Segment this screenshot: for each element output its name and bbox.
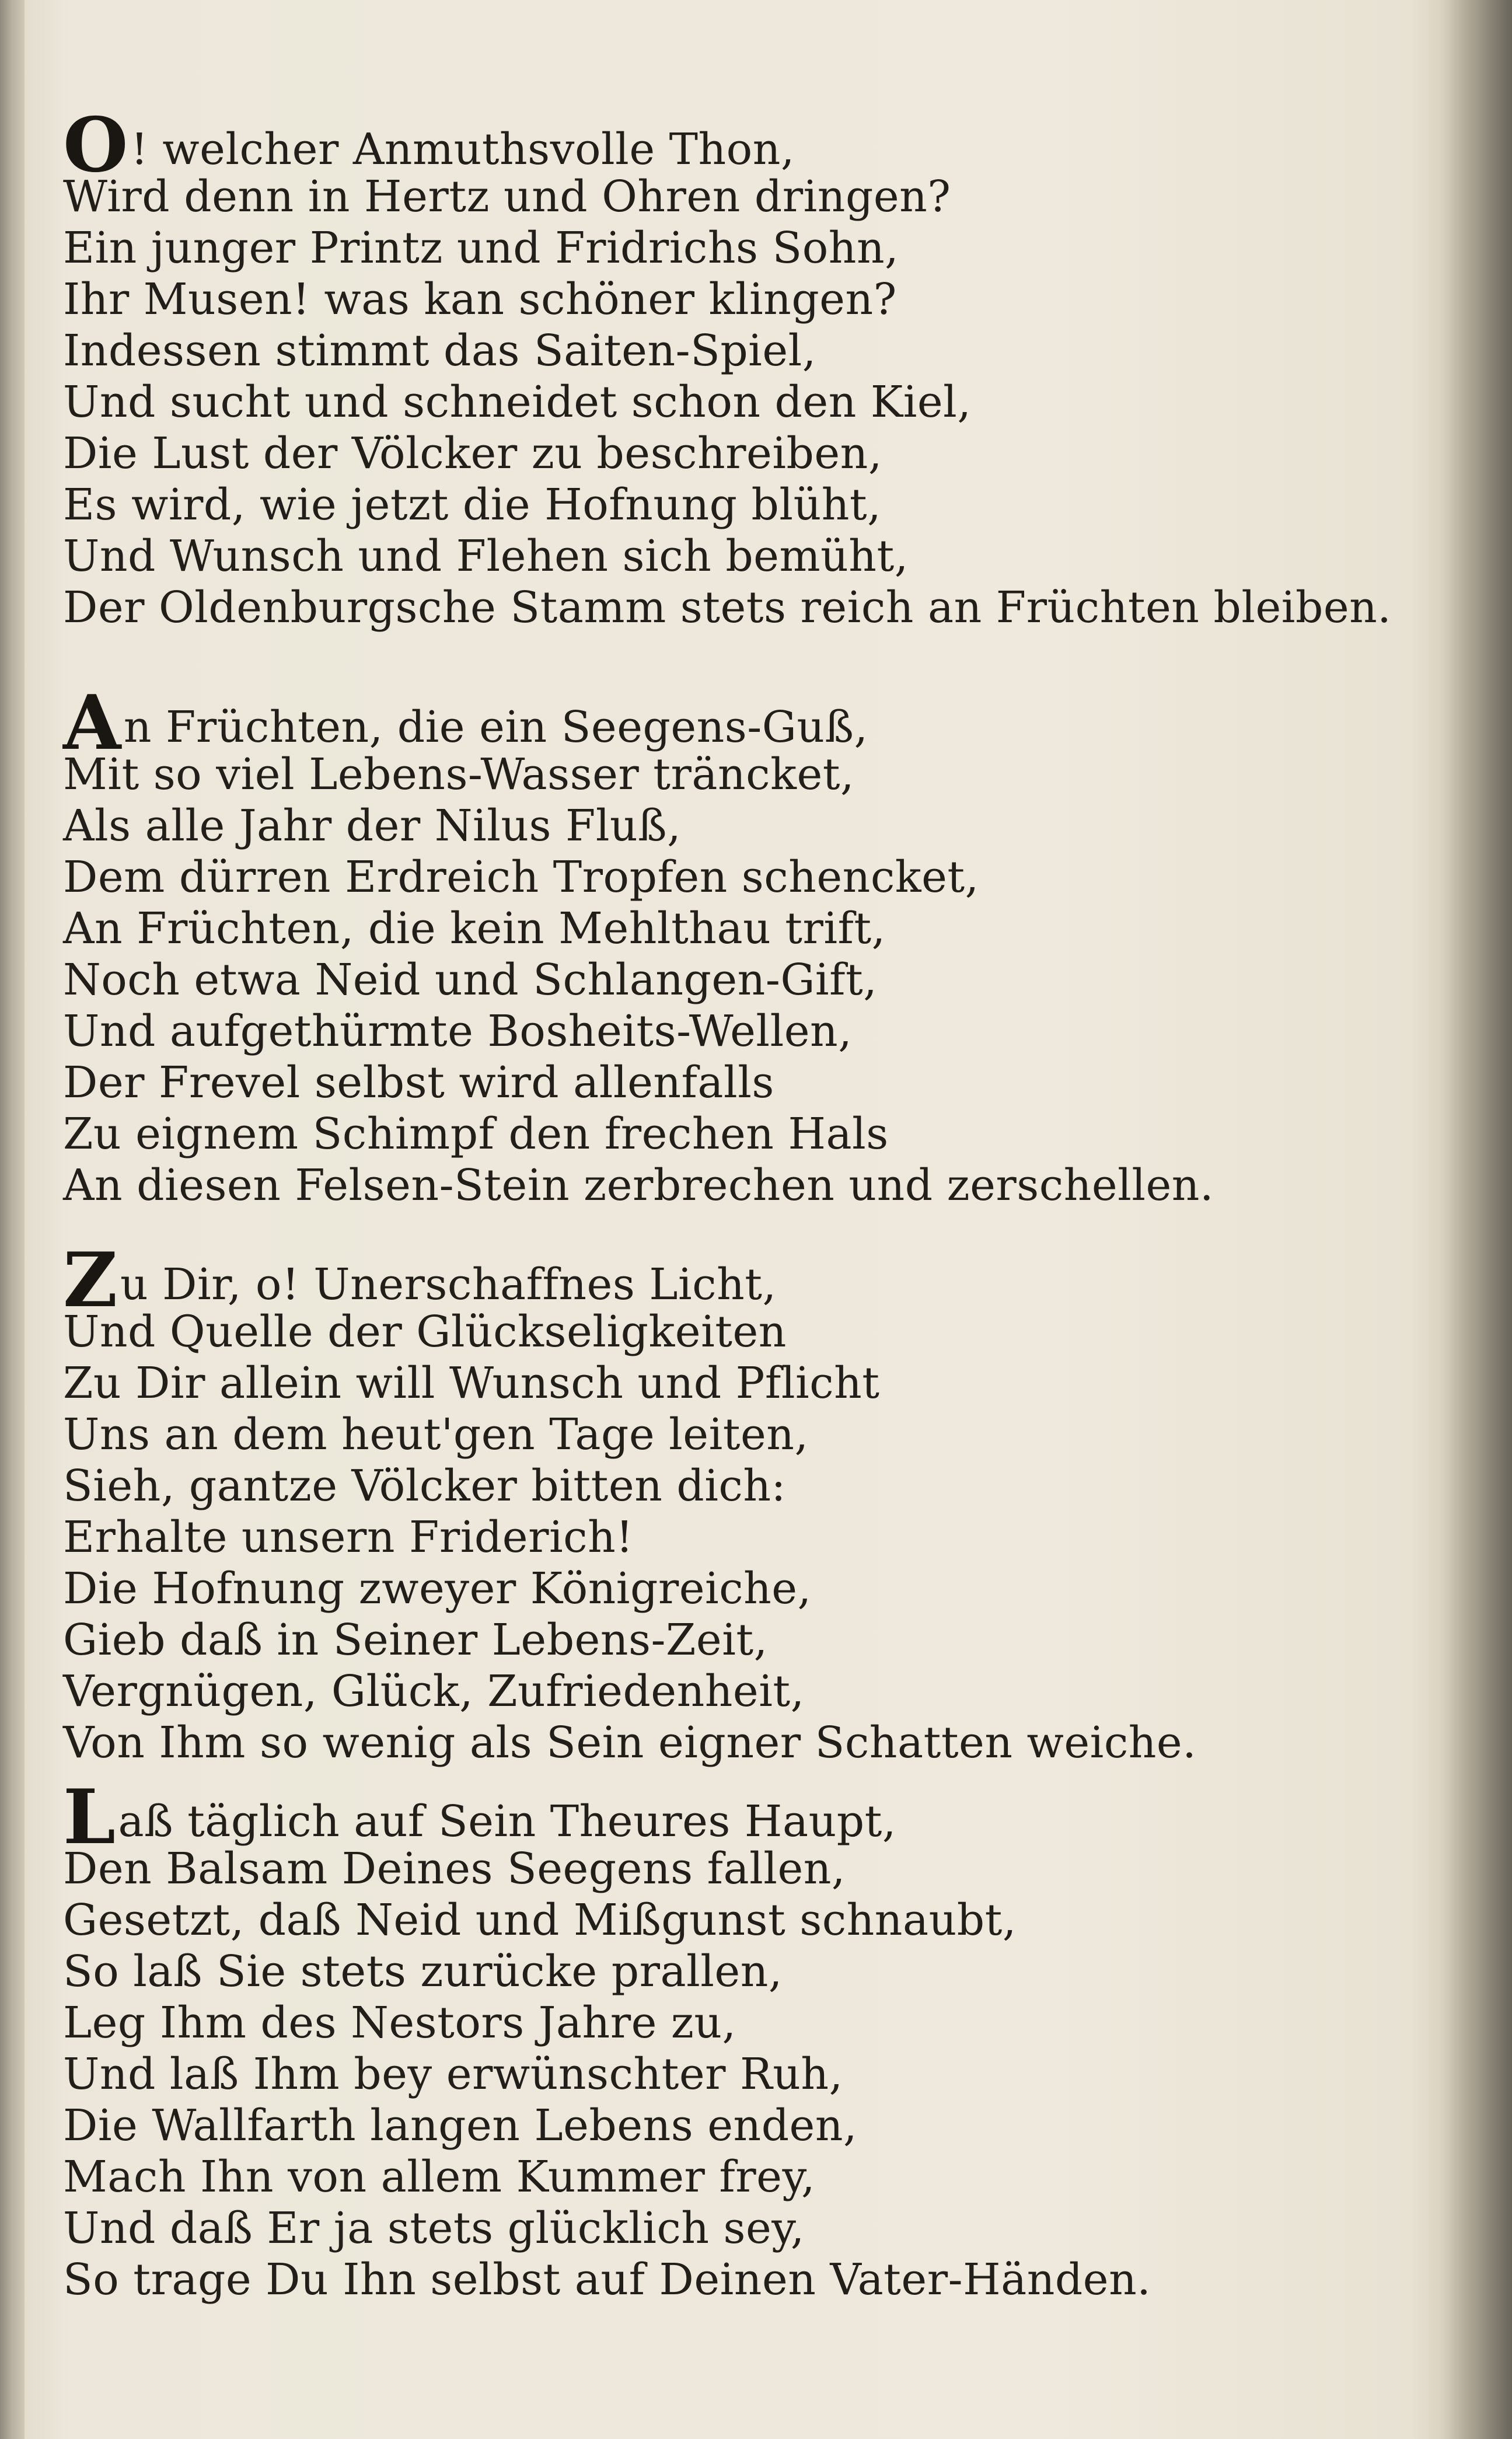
stanza-line: So trage Du Ihn selbst auf Deinen Vater-Händen. (63, 2255, 1151, 2305)
stanza-line: Und Quelle der Glückseligkeiten (63, 1307, 787, 1357)
stanza-line: Ihr Musen! was kan schöner klingen? (63, 274, 897, 324)
stanza-line: An Früchten, die kein Mehlthau trift, (63, 903, 886, 954)
stanza-line: Als alle Jahr der Nilus Fluß, (63, 801, 682, 851)
drop-capital: O (63, 102, 128, 189)
stanza-line: Und sucht und schneidet schon den Kiel, (63, 377, 972, 427)
stanza-line: Gesetzt, daß Neid und Mißgunst schnaubt, (63, 1895, 1017, 1945)
stanza-line: Sieh, gantze Völcker bitten dich: (63, 1461, 786, 1511)
stanza-line: An diesen Felsen-Stein zerbrechen und zerschellen. (63, 1160, 1214, 1210)
stanza-line: Die Wallfarth langen Lebens enden, (63, 2100, 858, 2151)
stanza-line: Mach Ihn von allem Kummer frey, (63, 2152, 815, 2202)
stanza-line: Vergnügen, Glück, Zufriedenheit, (63, 1666, 805, 1716)
stanza-line: Die Hofnung zweyer Königreiche, (63, 1564, 812, 1614)
stanza-2 (63, 679, 1376, 1211)
stanza-line: Dem dürren Erdreich Tropfen schencket, (63, 852, 979, 902)
stanza-line: Gieb daß in Seiner Lebens-Zeit, (63, 1615, 768, 1665)
stanza-line: Wird denn in Hertz und Ohren dringen? (63, 172, 951, 222)
stanza-line: Ein junger Printz und Fridrichs Sohn, (63, 223, 899, 273)
stanza-line: Laß täglich auf Sein Theures Haupt, (63, 1774, 896, 1861)
stanza-line: Es wird, wie jetzt die Hofnung blüht, (63, 480, 882, 530)
stanza-line: An Früchten, die ein Seegens-Guß, (63, 679, 868, 767)
stanza-line: Der Frevel selbst wird allenfalls (63, 1058, 774, 1108)
drop-capital: Z (63, 1237, 118, 1324)
drop-capital: A (63, 679, 121, 767)
stanza-line: Zu Dir allein will Wunsch und Pflicht (63, 1358, 880, 1408)
stanza-line: Erhalte unsern Friderich! (63, 1512, 634, 1562)
stanza-line: Noch etwa Neid und Schlangen-Gift, (63, 955, 878, 1005)
page-edge-shadow (1442, 0, 1512, 2439)
stanza-line: Zu Dir, o! Unerschaffnes Licht, (63, 1237, 777, 1324)
stanza-line: Und aufgethürmte Bosheits-Wellen, (63, 1006, 853, 1056)
stanza-line: O! welcher Anmuthsvolle Thon, (63, 102, 795, 189)
book-binding (0, 0, 25, 2439)
stanza-line: Uns an dem heut'gen Tage leiten, (63, 1409, 809, 1460)
stanza-line: So laß Sie stets zurücke prallen, (63, 1946, 783, 1997)
stanza-4 (63, 1774, 1376, 2305)
stanza-line: Mit so viel Lebens-Wasser träncket, (63, 749, 855, 800)
stanza-line: Leg Ihm des Nestors Jahre zu, (63, 1998, 736, 2048)
stanza-line: Der Oldenburgsche Stamm stets reich an Früchten bleiben. (63, 582, 1392, 633)
drop-capital: L (63, 1774, 116, 1861)
stanza-3 (63, 1237, 1376, 1768)
stanza-line: Und laß Ihm bey erwünschter Ruh, (63, 2049, 843, 2099)
stanza-line: Und Wunsch und Flehen sich bemüht, (63, 531, 909, 581)
stanza-line: Indessen stimmt das Saiten-Spiel, (63, 326, 816, 376)
stanza-line: Zu eignem Schimpf den frechen Hals (63, 1109, 889, 1159)
stanza-line: Die Lust der Völcker zu beschreiben, (63, 428, 882, 479)
stanza-line: Den Balsam Deines Seegens fallen, (63, 1844, 846, 1894)
stanza-line: Von Ihm so wenig als Sein eigner Schatten weiche. (63, 1718, 1197, 1768)
stanza-1 (63, 102, 1392, 633)
stanza-line: Und daß Er ja stets glücklich sey, (63, 2203, 805, 2253)
